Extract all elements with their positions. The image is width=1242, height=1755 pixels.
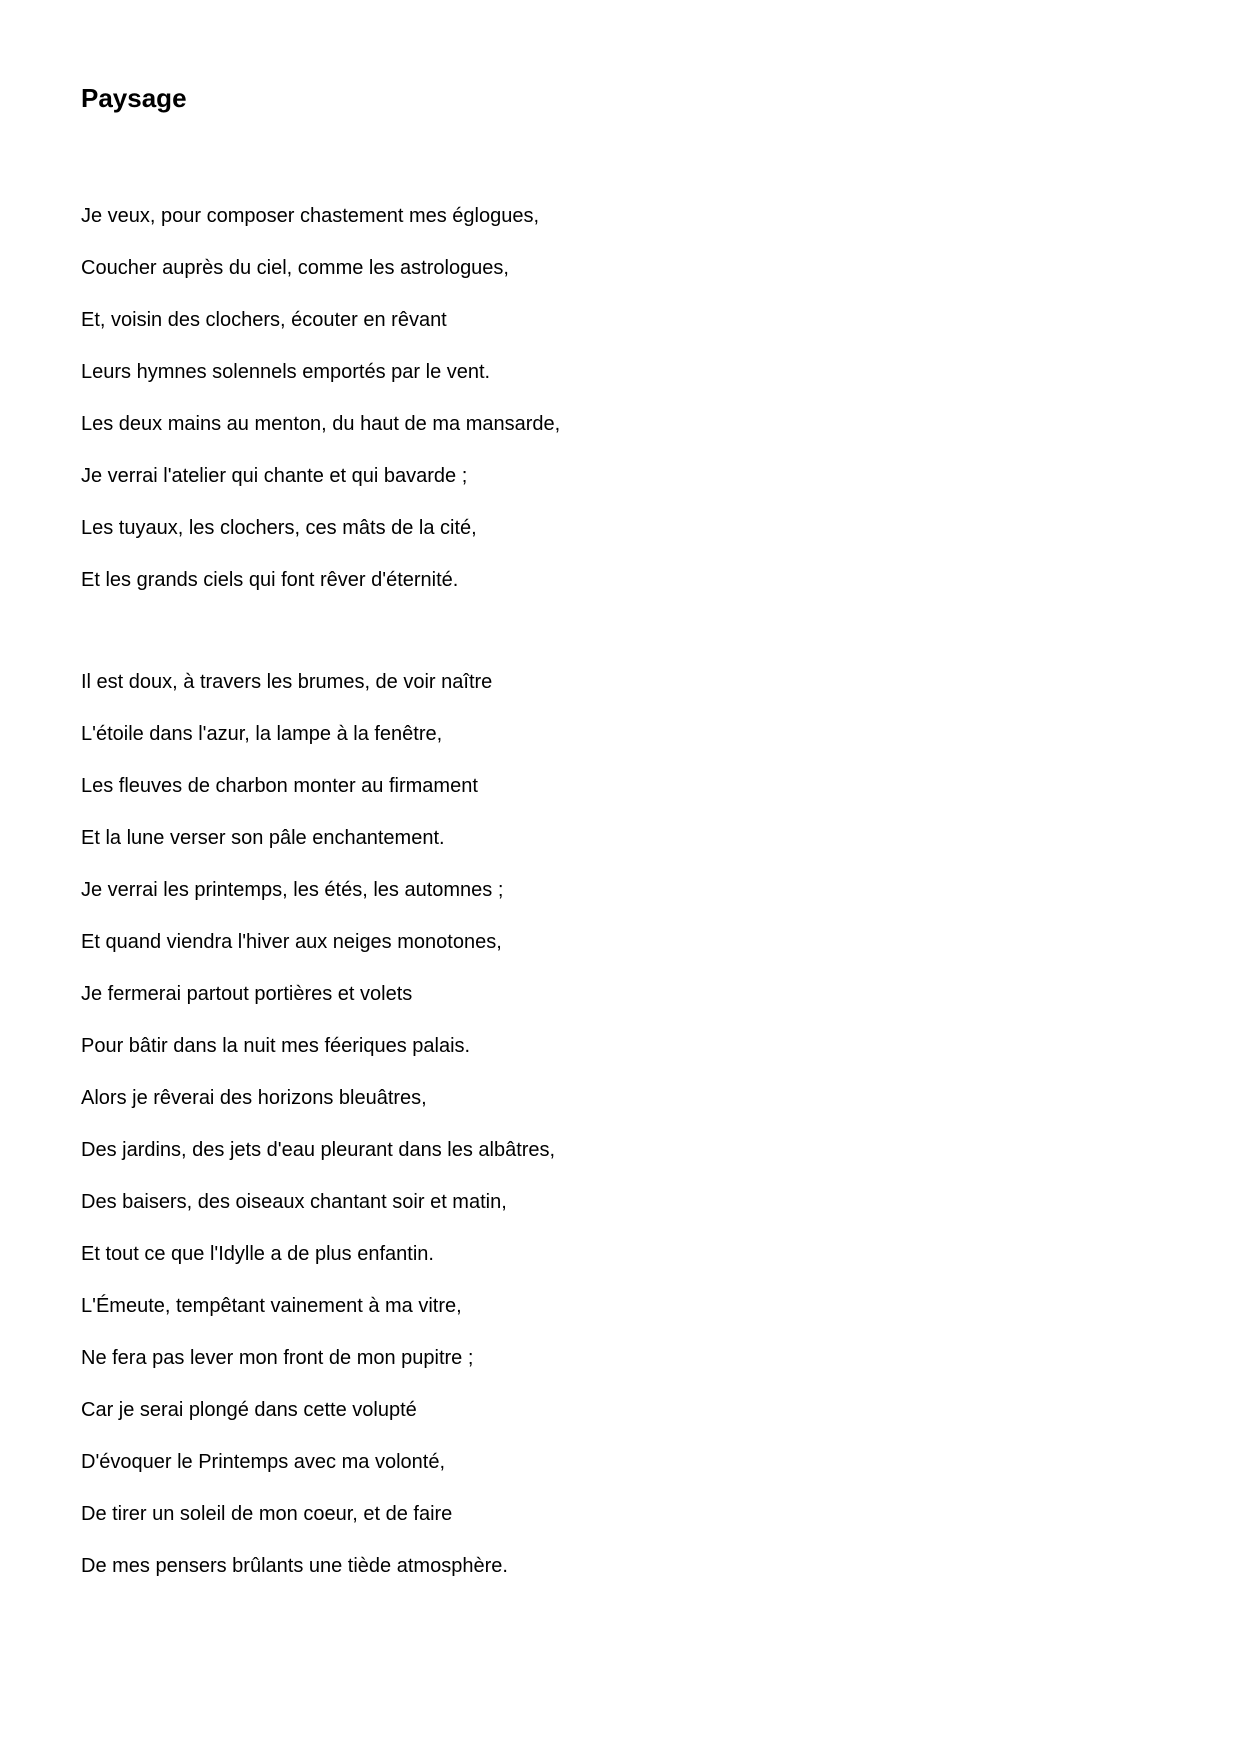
verse-line: Car je serai plongé dans cette volupté [81,1399,417,1421]
verse-line: Et la lune verser son pâle enchantement. [81,827,445,849]
verse-line: Je verrai l'atelier qui chante et qui bavarde ; [81,465,468,487]
poem-title: Paysage [81,83,187,113]
verse-line: Leurs hymnes solennels emportés par le vent. [81,361,491,383]
verse-line: Pour bâtir dans la nuit mes féeriques palais. [81,1035,471,1057]
verse-line: Je fermerai partout portières et volets [81,983,413,1005]
verse-line: Et tout ce que l'Idylle a de plus enfantin. [81,1243,434,1265]
stanza-1 [81,190,560,606]
verse-line: L'Émeute, tempêtant vainement à ma vitre, [81,1295,462,1317]
verse-line: Je verrai les printemps, les étés, les automnes ; [81,879,504,901]
verse-line: L'étoile dans l'azur, la lampe à la fenêtre, [81,723,443,745]
verse-line: Ne fera pas lever mon front de mon pupitre ; [81,1347,474,1369]
verse-line: Des baisers, des oiseaux chantant soir et matin, [81,1191,507,1213]
verse-line: Alors je rêverai des horizons bleuâtres, [81,1087,427,1109]
verse-line: De tirer un soleil de mon coeur, et de faire [81,1503,453,1525]
stanza-2 [81,656,555,1592]
verse-line: Les fleuves de charbon monter au firmament [81,775,478,797]
verse-line: Des jardins, des jets d'eau pleurant dans les albâtres, [81,1139,556,1161]
verse-line: D'évoquer le Printemps avec ma volonté, [81,1451,445,1473]
verse-line: Je veux, pour composer chastement mes églogues, [81,205,540,227]
verse-line: Et les grands ciels qui font rêver d'éternité. [81,569,459,591]
verse-line: Et quand viendra l'hiver aux neiges monotones, [81,931,502,953]
verse-line: De mes pensers brûlants une tiède atmosphère. [81,1555,508,1577]
verse-line: Les tuyaux, les clochers, ces mâts de la cité, [81,517,477,539]
verse-line: Les deux mains au menton, du haut de ma mansarde, [81,413,561,435]
verse-line: Il est doux, à travers les brumes, de voir naître [81,671,493,693]
verse-line: Coucher auprès du ciel, comme les astrologues, [81,257,509,279]
verse-line: Et, voisin des clochers, écouter en rêvant [81,309,447,331]
